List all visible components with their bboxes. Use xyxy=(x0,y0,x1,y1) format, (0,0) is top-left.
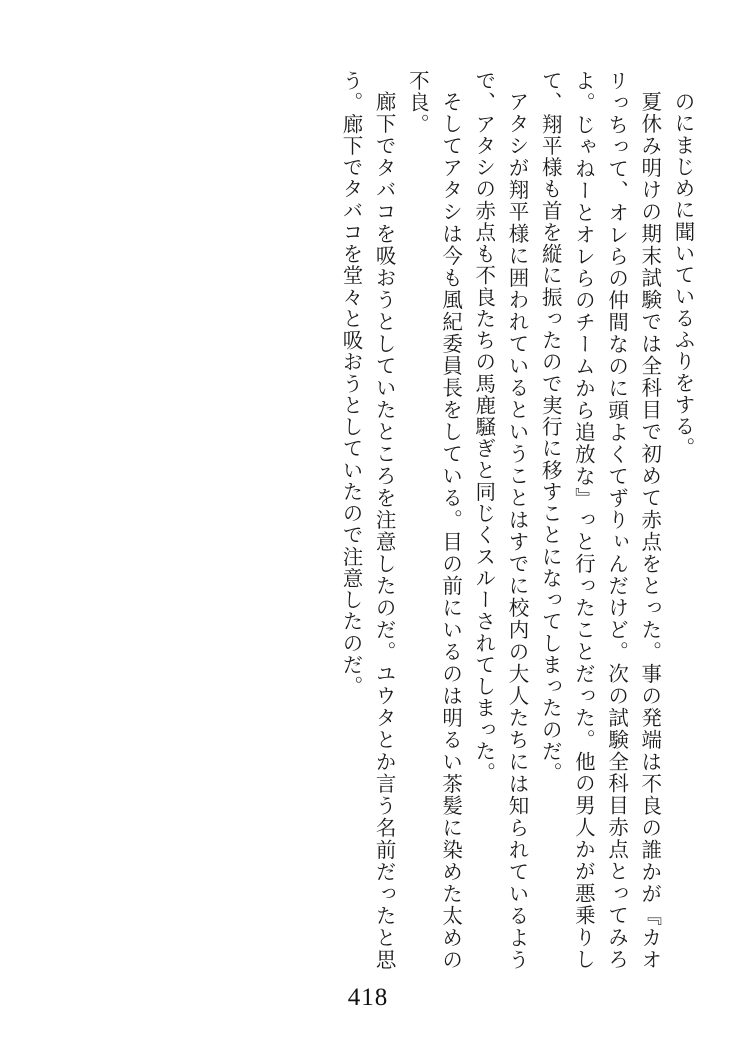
paragraph-3: アタシが翔平様に囲われているということはすでに校内の大人たちには知られているようで、アタシの赤点も不良たちの馬鹿騒ぎと同じくスルーされてしまった。 xyxy=(471,70,527,970)
paragraph-1: のにまじめに聞いているふりをする。 xyxy=(671,90,693,459)
paragraph-2: 夏休み明けの期末試験では全科目で初めて赤点をとった。事の発端は不良の誰かが『カオリっちって、オレらの仲間なのに頭よくてずりぃんだけど。次の試験全科目赤点とってみろよ。じゃねーとオレらのチームから追放な』っと行ったことだった。他の男人かが悪乗りして、翔平様も首を縦に振ったので実行に移すことになってしまったのだ。 xyxy=(538,70,660,970)
paragraph-4: そしてアタシは今も風紀委員長をしている。目の前にいるのは明るい茶髪に染めた太めの不良。 xyxy=(405,70,461,970)
page-number: 418 xyxy=(347,984,389,1011)
paragraph-5: 廊下でタバコを吸おうとしていたところを注意したのだ。ユウタとか言う名前だったと思う。廊下でタバコを堂々と吸おうとしていたので注意したのだ。 xyxy=(338,70,395,970)
body-text xyxy=(38,70,698,970)
